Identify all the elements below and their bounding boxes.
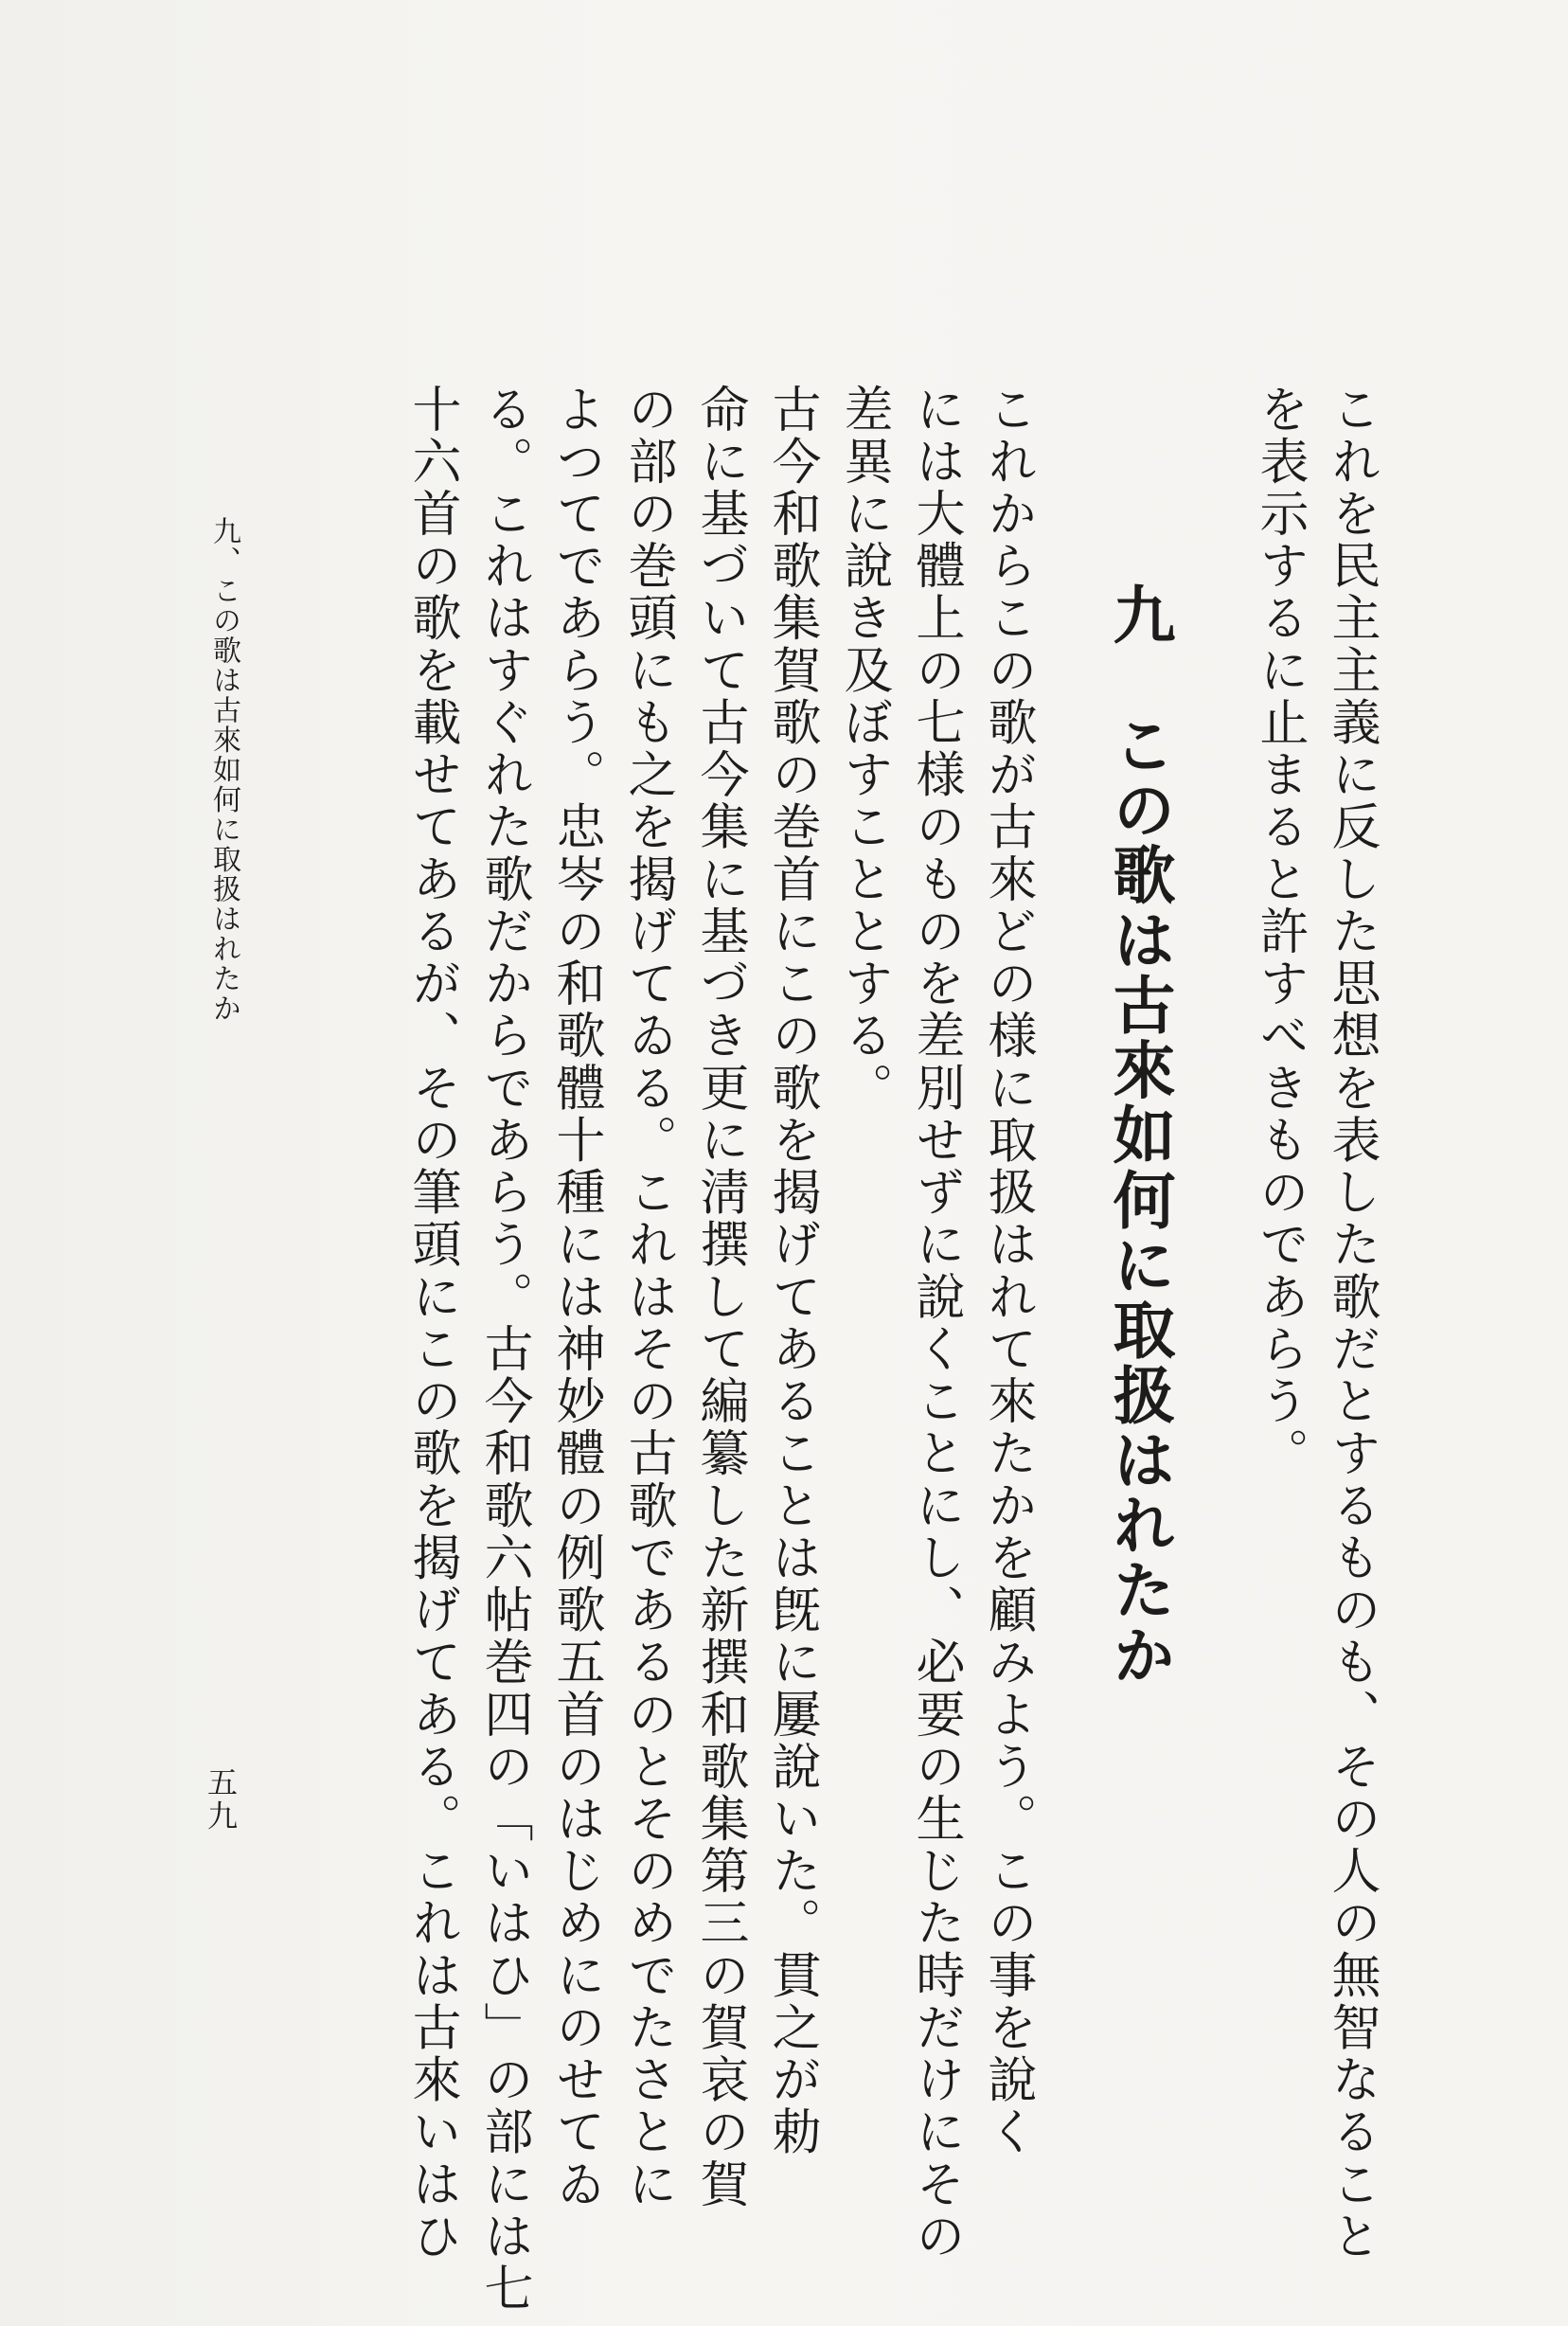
text-line: 古今和歌集賀歌の巻首にこの歌を揭げてあることは旣に屢說いた。貫之が勅 <box>763 384 820 2159</box>
text-line: 差異に說き及ぼすこととする。 <box>835 384 892 1115</box>
text-line: 十六首の歌を載せてあるが、その筆頭にこの歌を揭げてある。これは古來いはひ <box>403 384 460 2263</box>
text-line: の部の巻頭にも之を揭げてゐる。これはその古歌であるのとそのめでたさとに <box>619 384 676 2211</box>
section-title: 九 この歌は古來如何に取扱はれたか <box>1102 582 1176 1688</box>
page-number: 五九 <box>203 1766 239 1834</box>
text-line: には大體上の七様のものを差別せずに說くことにし、必要の生じた時だけにその <box>907 384 964 2263</box>
running-header: 九、この歌は古來如何に取扱はれたか <box>207 516 241 1024</box>
text-line: これを民主主義に反した思想を表した歌だとするものも、その人の無智なること <box>1323 384 1380 2263</box>
text-line: 命に基づいて古今集に基づき更に淸撰して編纂した新撰和歌集第三の賀哀の賀 <box>691 384 748 2211</box>
text-line: る。これはすぐれた歌だからであらう。古今和歌六帖巻四の「いはひ」の部には七 <box>475 384 532 2316</box>
text-line: よつてであらう。忠岑の和歌體十種には神妙體の例歌五首のはじめにのせてゐ <box>547 384 604 2211</box>
text-line: を表示するに止まると許すべきものであらう。 <box>1251 384 1308 1480</box>
text-line: これからこの歌が古來どの様に取扱はれて來たかを顧みよう。この事を說く <box>979 384 1036 2159</box>
